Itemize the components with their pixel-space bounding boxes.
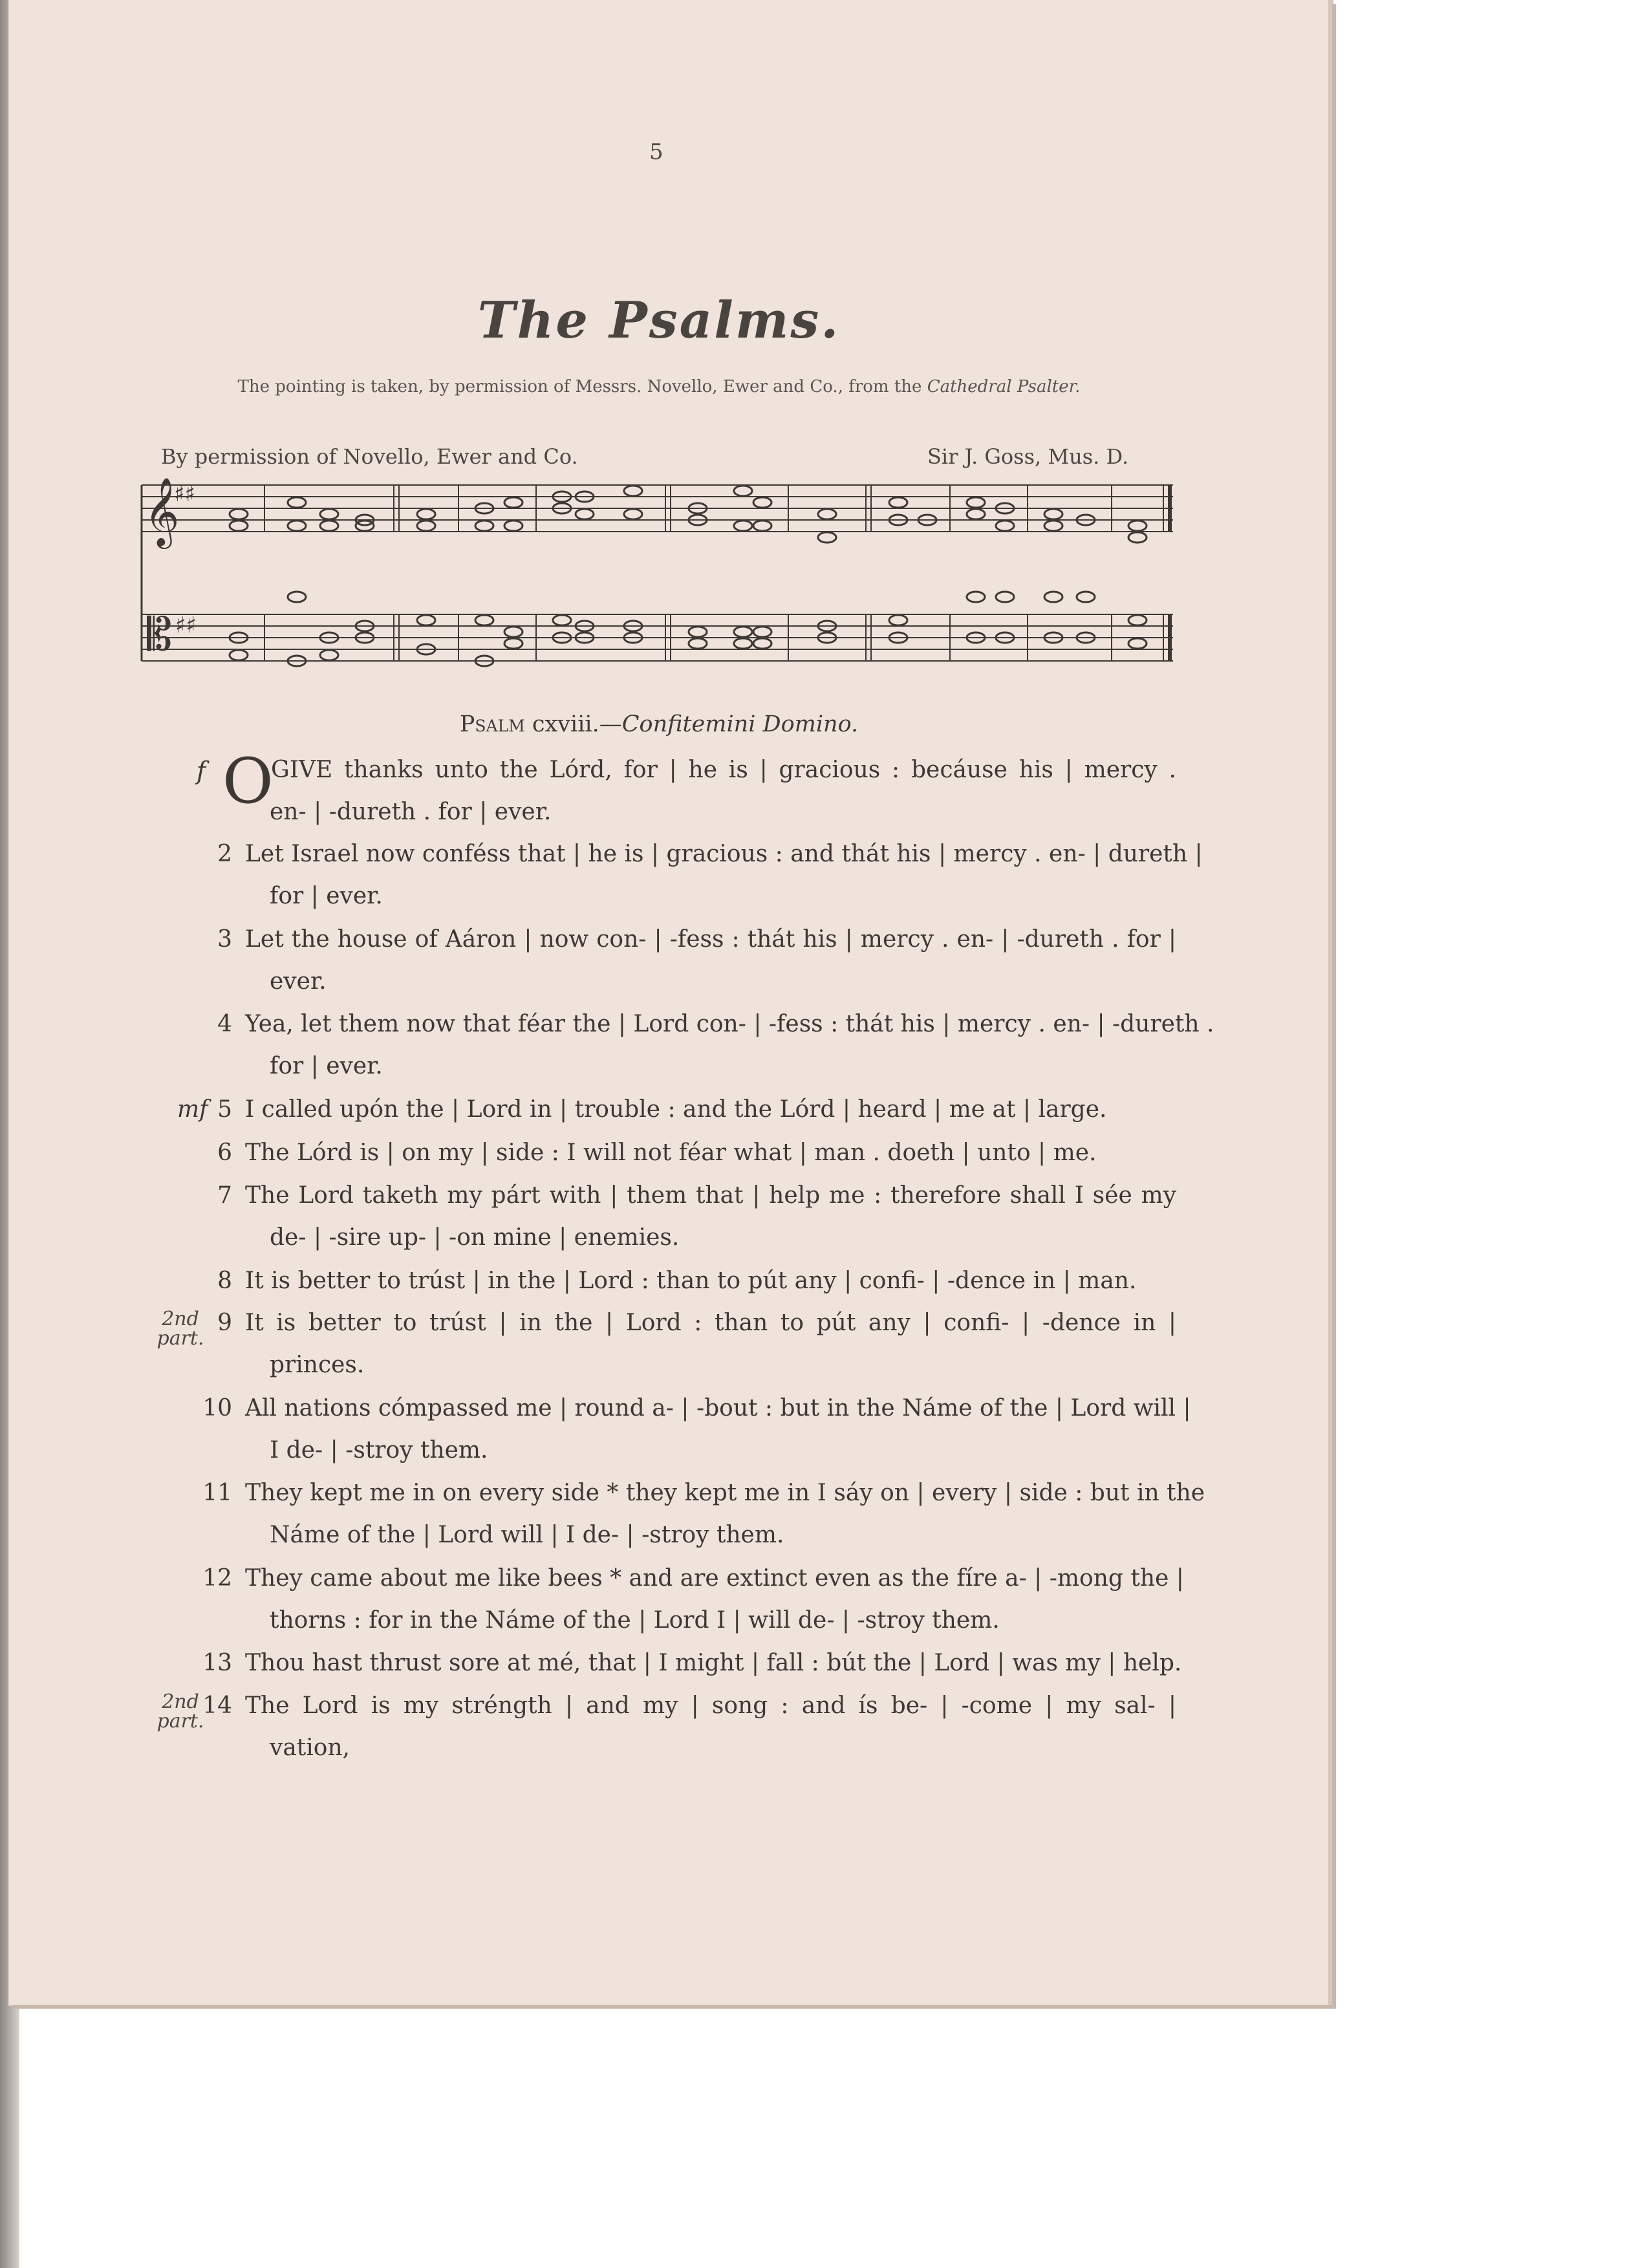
dynamic-marking: f — [197, 757, 206, 785]
verse-number: 14 — [202, 1692, 232, 1719]
verse-line-continued: for | ever. — [270, 883, 383, 909]
page-number: 5 — [649, 139, 663, 165]
verse-line-continued: ever. — [270, 968, 327, 995]
verse-line: The Lord taketh my párt with | them that | help me : therefore shall I sée my — [245, 1182, 1176, 1209]
verse-number: 7 — [217, 1182, 232, 1209]
verse-line-continued: de- | -sire up- | -on mine | enemies. — [270, 1224, 680, 1251]
bass-staff — [142, 614, 1173, 661]
verse-number: 8 — [217, 1268, 232, 1294]
composer-credit: Sir J. Goss, Mus. D. — [927, 444, 1129, 469]
page-title: The Psalms. — [477, 291, 841, 350]
music-permission: By permission of Novello, Ewer and Co. — [161, 444, 578, 469]
verse-line: I called upón the | Lord in | trouble : and the Lórd | heard | me at | large. — [245, 1096, 1107, 1123]
verse-line: Let the house of Aáron | now con- | -fess : thát his | mercy . en- | -dureth . for | — [245, 926, 1176, 953]
verse-number: 10 — [202, 1395, 232, 1421]
pointing-note-text: The pointing is taken, by permission of Messrs. Novello, Ewer and Co., from the — [237, 377, 922, 396]
verse-line: The Lórd is | on my | side : I will not féar what | man . doeth | unto | me. — [245, 1139, 1097, 1166]
psalm-number: cxviii.— — [532, 711, 622, 737]
pointing-note-source: Cathedral Psalter. — [927, 377, 1081, 396]
treble-notes — [230, 486, 1147, 543]
verse-line: It is better to trúst | in the | Lord : than to pút any | confi- | -dence in | man. — [245, 1268, 1137, 1294]
verse-line: They came about me like bees * and are extinct even as the fíre a- | -mong the | — [245, 1565, 1184, 1592]
alto-clef-icon: 𝄡 — [147, 608, 173, 661]
verse-number: 5 — [217, 1096, 232, 1123]
verse-line: Yea, let them now that féar the | Lord con- | -fess : thát his | mercy . en- | -dureth . — [245, 1011, 1214, 1037]
verse-line-continued: thorns : for in the Náme of the | Lord I | will de- | -stroy them. — [270, 1607, 1000, 1634]
treble-clef-icon: 𝄞 — [144, 477, 180, 546]
bass-notes — [230, 592, 1147, 666]
psalter-page — [9, 0, 1332, 2005]
verse-number: 2 — [217, 841, 232, 867]
verse-line: Let Israel now conféss that | he is | gracious : and thát his | mercy . en- | dureth | — [245, 841, 1203, 867]
drop-cap: O — [222, 745, 274, 817]
sharp-icon: ♯♯ — [174, 481, 195, 507]
verse-line: The Lord is my stréngth | and my | song : and ís be- | -come | my sal- | — [245, 1692, 1176, 1719]
verse-line-continued: for | ever. — [270, 1053, 383, 1079]
verse-number: 11 — [202, 1480, 232, 1506]
barlines — [264, 485, 1170, 661]
verse-line-continued: en- | -dureth . for | ever. — [270, 799, 552, 825]
verse-line-continued: Náme of the | Lord will | I de- | -stroy them. — [270, 1522, 784, 1548]
verse-number: 13 — [202, 1650, 232, 1676]
verse-number: 4 — [217, 1011, 232, 1037]
verse-line: All nations cómpassed me | round a- | -bout : but in the Náme of the | Lord will | — [245, 1395, 1191, 1421]
verse-line: They kept me in on every side * they kept me in I sáy on | every | side : but in the — [245, 1480, 1205, 1506]
verse-line-continued: vation, — [270, 1734, 350, 1761]
dynamic-marking: mf — [177, 1096, 208, 1123]
verse-number: 3 — [217, 926, 232, 953]
part-marking: 2nd part. — [156, 1308, 204, 1350]
part-marking: 2nd part. — [156, 1690, 204, 1733]
verse-number: 6 — [217, 1139, 232, 1166]
verse-line-continued: I de- | -stroy them. — [270, 1437, 488, 1463]
verse-line: It is better to trúst | in the | Lord : than to pút any | confi- | -dence in | — [245, 1310, 1176, 1336]
verse-line-continued: princes. — [270, 1352, 365, 1378]
psalm-latin-title: Confitemini Domino. — [621, 711, 859, 737]
psalm-heading — [9, 711, 1309, 737]
pointing-note — [9, 377, 1309, 396]
chant-score — [135, 472, 1183, 679]
verse-line: Thou hast thrust sore at mé, that | I might | fall : bút the | Lord | was my | help. — [245, 1650, 1182, 1676]
sharp-icon: ♯♯ — [175, 612, 197, 638]
verse-number: 9 — [217, 1310, 232, 1336]
psalm-label: Psalm — [459, 711, 525, 737]
verse-line: GIVE thanks unto the Lórd, for | he is | gracious : becáuse his | mercy . — [271, 757, 1176, 783]
verse-number: 12 — [202, 1565, 232, 1592]
